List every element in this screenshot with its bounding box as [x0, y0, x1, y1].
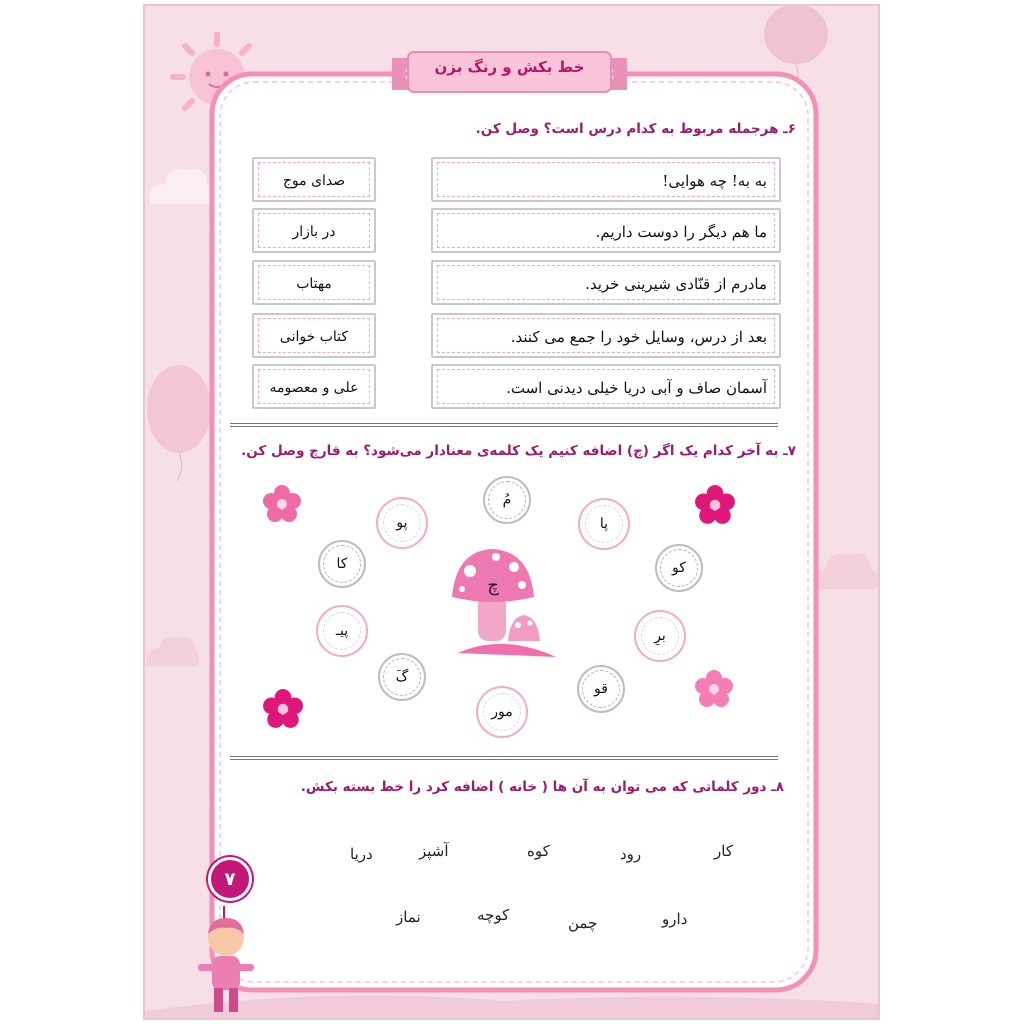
- question-7-prompt: ۷ـ به آخر کدام یک اگر (چ) اضافه کنیم یک کلمه‌ی معنادار می‌شود؟ به قارچ وصل کن.: [241, 443, 796, 459]
- sentence-box: ما هم دیگر را دوست داریم.: [431, 208, 781, 253]
- question-6-prompt: ۶ـ هرجمله مربوط به کدام درس است؟ وصل کن.: [475, 121, 796, 137]
- lesson-box: مهتاب: [252, 260, 376, 305]
- sentence-box: بعد از درس، وسایل خود را جمع می کنند.: [431, 313, 781, 358]
- word-item: دارو: [662, 910, 688, 928]
- lesson-box: صدای موج: [252, 157, 376, 202]
- syllable-circle: کو: [655, 544, 703, 592]
- flower-icon: [694, 484, 736, 526]
- syllable-circle: قو: [577, 665, 625, 713]
- word-item: آشپز: [419, 842, 449, 860]
- flower-icon: [694, 669, 734, 709]
- flower-icon: [262, 484, 302, 524]
- lesson-box: علی و معصومه: [252, 364, 376, 409]
- lesson-box: کتاب خوانی: [252, 313, 376, 358]
- word-item: کار: [714, 842, 733, 860]
- syllable-circle: گَ: [378, 653, 426, 701]
- syllable-circle: پو: [378, 499, 426, 547]
- syllable-circle: مور: [478, 688, 526, 736]
- section-divider: [230, 423, 778, 427]
- lesson-box: در بازار: [252, 208, 376, 253]
- section-divider: [230, 756, 778, 760]
- syllable-circle: پیـ: [318, 607, 366, 655]
- sentence-box: آسمان صاف و آبی دریا خیلی دیدنی است.: [431, 364, 781, 409]
- syllable-circle: کا: [318, 540, 366, 588]
- sentence-box: به به! چه هوایی!: [431, 157, 781, 202]
- page-title: خط بکش و رنگ بزن: [434, 58, 585, 76]
- question-8-prompt: ۸ـ دور کلماتی که می توان به آن ها ( خانه ) اضافه کرد را خط بسته بکش.: [300, 779, 784, 795]
- word-item: دریا: [350, 845, 373, 863]
- cloud-illustration: [145, 626, 200, 671]
- word-item: کوچه: [477, 906, 510, 924]
- word-item: کوه: [527, 842, 550, 860]
- cloud-illustration: [145, 154, 215, 214]
- syllable-circle: پا: [580, 500, 628, 548]
- syllable-circle: برِ: [636, 612, 684, 660]
- sentence-box: مادرم از قنّادی شیرینی خرید.: [431, 260, 781, 305]
- mushroom-letter: چ: [487, 575, 499, 596]
- word-item: چمن: [568, 914, 598, 932]
- child-illustration: [196, 906, 256, 1020]
- page-number-badge: ۷: [208, 857, 252, 901]
- syllable-circle: مُ: [483, 476, 531, 524]
- word-item: رود: [620, 845, 642, 863]
- mushroom-illustration: [448, 545, 560, 661]
- flower-icon: [262, 688, 304, 730]
- word-item: نماز: [396, 908, 421, 926]
